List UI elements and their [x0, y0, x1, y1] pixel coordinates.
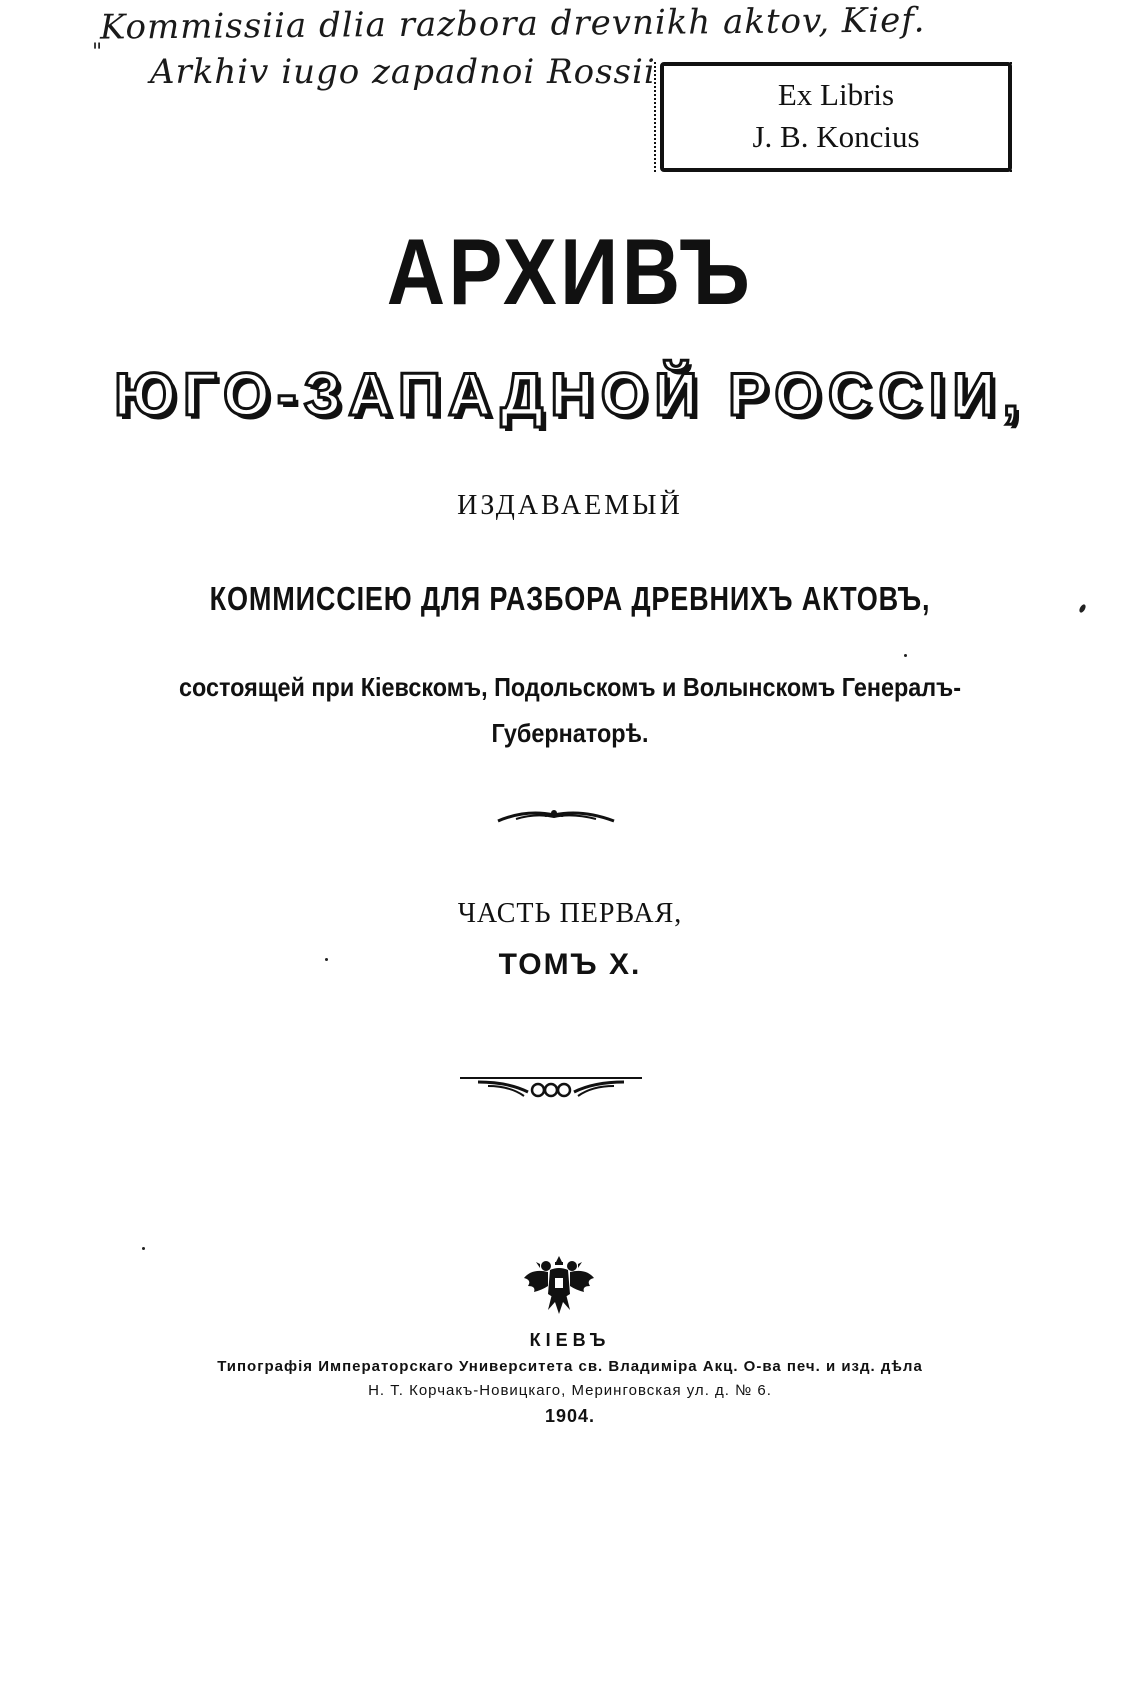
imprint-printer-line-1: Типографія Императорскаго Университета св. Владиміра Акц. О-ва печ. и изд. дѣла [217, 1358, 923, 1375]
page-subtitle: ЮГО-ЗАПАДНОЙ РОССІИ, [113, 361, 1027, 428]
scan-speck [904, 654, 907, 657]
commission-name: КОММИССІЕЮ ДЛЯ РАЗБОРА ДРЕВНИХЪ АКТОВЪ, [209, 580, 931, 617]
volume-label: ТОМЪ X. [498, 948, 642, 981]
published-by-label: ИЗДАВАЕМЫЙ [457, 490, 683, 521]
scroll-flourish-ornament [458, 1072, 644, 1102]
stamp-line-1: Ex Libris [777, 77, 895, 112]
scan-speck [325, 958, 328, 961]
handwritten-note-line-2: Arkhiv iugo zapadnoi Rossii [150, 52, 656, 92]
handwritten-ditto-mark: " [92, 40, 104, 65]
part-label: ЧАСТЬ ПЕРВАЯ, [457, 898, 683, 929]
double-headed-eagle-icon [522, 1250, 596, 1318]
ex-libris-stamp [660, 62, 1012, 172]
handwritten-note-line-1: Kommissiia dlia razbora drevnikh aktov, Kief. [99, 0, 926, 48]
scan-speck [1078, 603, 1087, 613]
scan-speck [142, 1247, 145, 1250]
imprint-year: 1904. [544, 1406, 596, 1426]
commission-affiliation-line-1: состоящей при Кіевскомъ, Подольскомъ и Волынскомъ Генералъ- [178, 672, 962, 702]
imprint-city: КІЕВЪ [529, 1330, 611, 1350]
page-title: АРХИВЪ [386, 219, 754, 324]
stamp-line-2: J. B. Koncius [752, 119, 920, 154]
imprint-printer-line-2: Н. Т. Корчакъ-Новицкаго, Меринговская ул. д. № 6. [368, 1382, 772, 1399]
commission-affiliation-line-2: Губернаторѣ. [491, 718, 649, 748]
small-flourish-ornament [496, 805, 616, 827]
